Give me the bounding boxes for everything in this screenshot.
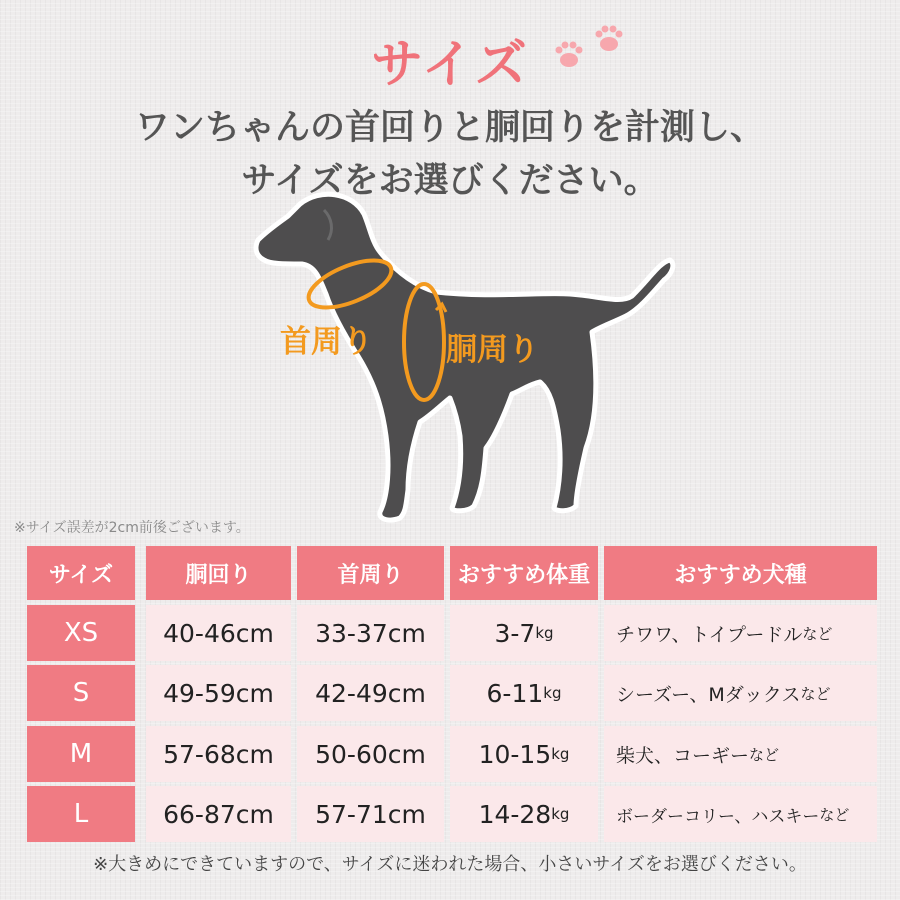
table-row-size: L <box>27 786 135 842</box>
table-row-size: M <box>27 726 135 782</box>
table-cell-weight <box>450 665 598 721</box>
size-tolerance-note: ※サイズ誤差が2cm前後ございます。 <box>14 520 250 536</box>
table-cell-neck: 57-71cm <box>297 786 444 842</box>
table-cell-body: 49-59cm <box>146 665 291 721</box>
table-cell-body: 66-87cm <box>146 786 291 842</box>
breed-text: チワワ、トイプードル <box>616 623 803 646</box>
table-row-size: S <box>27 665 135 721</box>
table-cell-weight <box>450 726 598 782</box>
weight-unit: kg <box>551 745 570 763</box>
subtitle-line-2: サイズをお選びください。 <box>241 161 659 201</box>
weight-value: 10-15 <box>478 739 552 769</box>
table-cell-breed <box>604 665 877 721</box>
table-cell-neck: 50-60cm <box>297 726 444 782</box>
table-cell-breed <box>604 605 877 661</box>
neck-label: 首周り <box>280 324 373 360</box>
weight-unit: kg <box>543 684 562 702</box>
breed-text: ボーダーコリー、ハスキー <box>616 806 820 827</box>
header-body: 胴回り <box>146 546 291 600</box>
breed-suffix: など <box>819 805 850 824</box>
breed-text: 柴犬、コーギー <box>616 744 750 767</box>
subtitle-line-1: ワンちゃんの首回りと胴回りを計測し、 <box>134 108 765 148</box>
weight-value: 3-7 <box>494 618 536 648</box>
table-cell-breed <box>604 786 877 842</box>
sizing-advice-note: ※大きめにできていますので、サイズに迷われた場合、小さいサイズをお選びください。 <box>93 854 807 875</box>
weight-value: 6-11 <box>486 678 544 708</box>
table-cell-weight <box>450 786 598 842</box>
header-neck: 首周り <box>297 546 444 600</box>
breed-text: シーズー、Mダックス <box>616 683 801 706</box>
breed-suffix: など <box>802 624 833 643</box>
table-cell-weight <box>450 605 598 661</box>
header-weight: おすすめ体重 <box>450 546 598 600</box>
table-cell-neck: 33-37cm <box>297 605 444 661</box>
table-cell-body: 57-68cm <box>146 726 291 782</box>
table-row-size: XS <box>27 605 135 661</box>
weight-unit: kg <box>551 805 570 823</box>
header-size: サイズ <box>27 546 135 600</box>
weight-value: 14-28 <box>478 799 552 829</box>
breed-suffix: など <box>800 684 831 703</box>
table-cell-breed <box>604 726 877 782</box>
header-breed: おすすめ犬種 <box>604 546 877 600</box>
table-cell-neck: 42-49cm <box>297 665 444 721</box>
paw-icon <box>553 20 633 80</box>
weight-unit: kg <box>535 624 554 642</box>
breed-suffix: など <box>749 745 780 764</box>
page-title: サイズ <box>371 35 529 95</box>
table-cell-body: 40-46cm <box>146 605 291 661</box>
body-label: 胴周り <box>446 332 539 368</box>
